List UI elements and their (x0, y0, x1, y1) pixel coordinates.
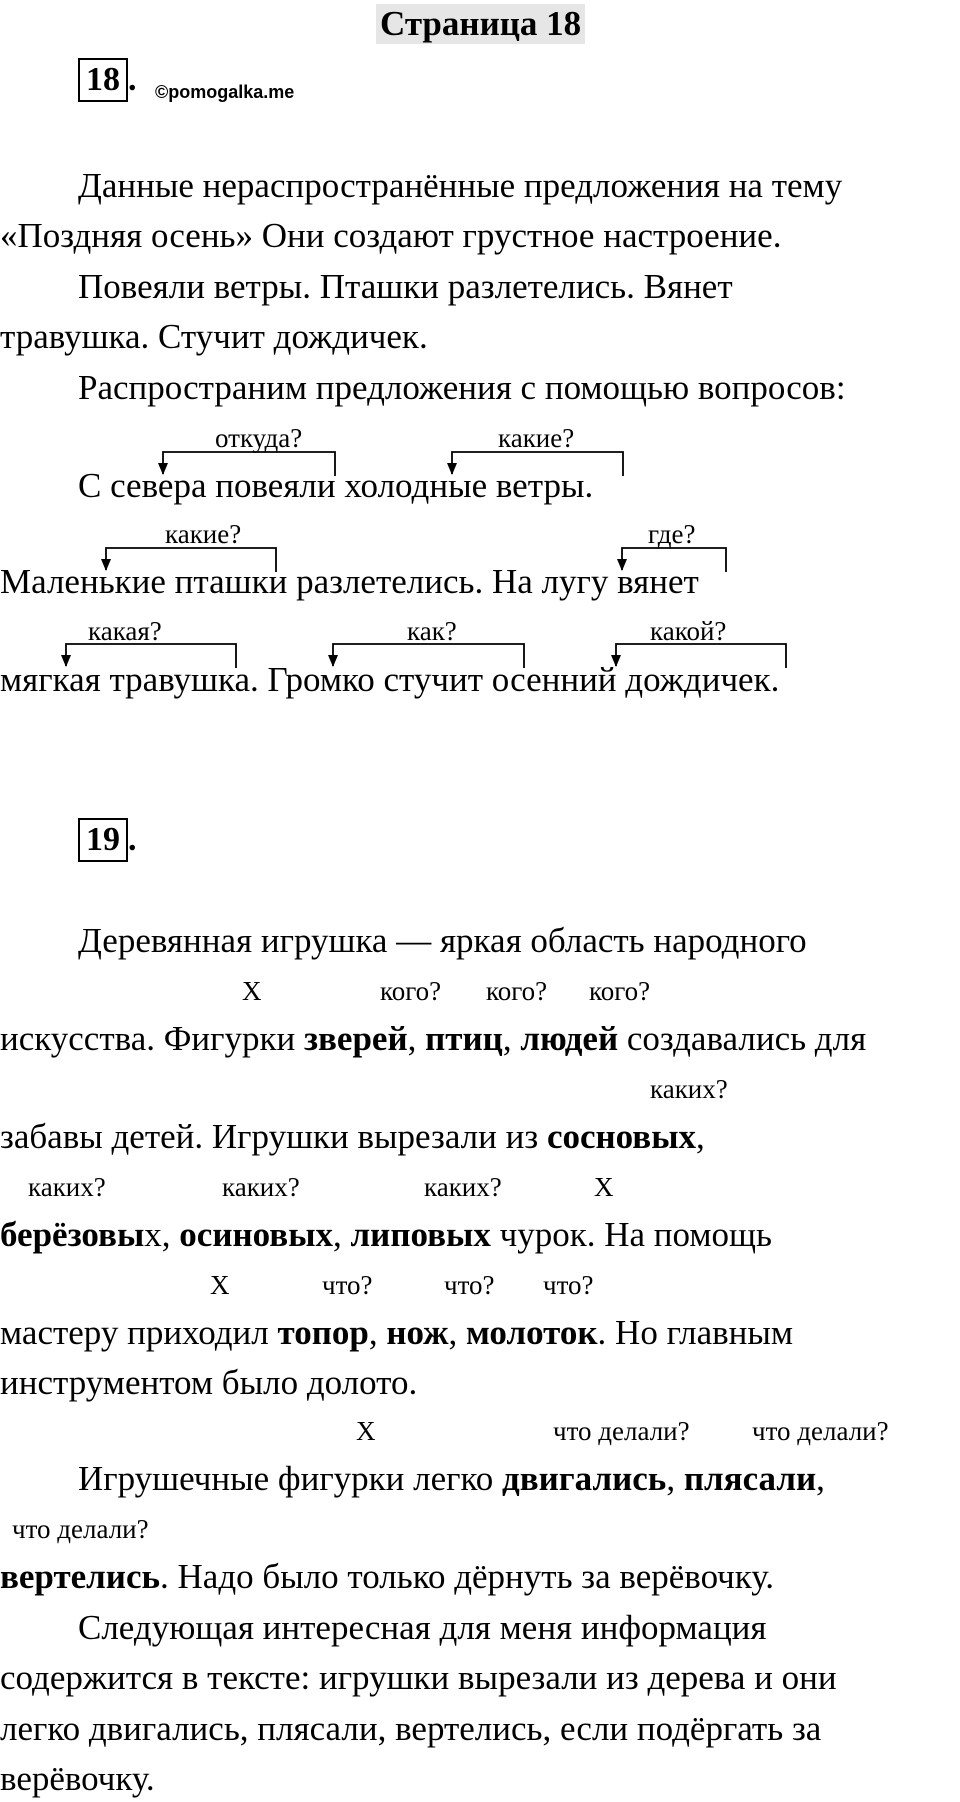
annotation-chto-delali: что делали? (12, 1514, 149, 1544)
task19-line-5: мастеру приходил топор, нож, молоток. Но главным (0, 1313, 794, 1352)
question-arrows (0, 0, 960, 720)
annotation-kogo: кого? (589, 976, 651, 1006)
annotation-chto: что? (543, 1270, 594, 1300)
annotation-chto-delali: что делали? (752, 1416, 889, 1446)
annotation-kogo: кого? (486, 976, 548, 1006)
task19-line-9: Следующая интересная для меня информация (78, 1608, 767, 1647)
annotation-x: X (210, 1270, 230, 1300)
arrow-otkuda (163, 452, 335, 476)
task19-line-4: берёзовых, осиновых, липовых чурок. На помощь (0, 1215, 772, 1254)
task19-line-1: Деревянная игрушка — яркая область народного (78, 921, 807, 960)
task19-line-2: искусства. Фигурки зверей, птиц, людей создавались для (0, 1019, 867, 1058)
task19-line-12: верёвочку. (0, 1759, 155, 1798)
task-19-header (78, 818, 137, 862)
arrow-kak (333, 644, 524, 668)
task19-line-3: забавы детей. Игрушки вырезали из сосновых, (0, 1117, 705, 1156)
task-number-18: 18 (78, 58, 128, 102)
page-title: Страница 18 (376, 4, 585, 44)
annotation-kakih: каких? (28, 1172, 106, 1202)
question-kak: как? (407, 616, 457, 646)
question-kakoy: какой? (650, 616, 727, 646)
annotation-kakih: каких? (650, 1074, 728, 1104)
annotation-x: X (594, 1172, 614, 1202)
annotation-x: X (356, 1416, 376, 1446)
question-kakie-2: какие? (165, 519, 242, 549)
annotation-kogo: кого? (380, 976, 442, 1006)
arrow-gde (622, 548, 726, 572)
task18-line-8: мягкая травушка. Громко стучит осенний дождичек. (0, 660, 780, 699)
task19-line-6: инструментом было долото. (0, 1363, 418, 1402)
task19-line-7: Игрушечные фигурки легко двигались, плясали, (78, 1459, 825, 1498)
annotation-x: X (242, 976, 262, 1006)
watermark: ©pomogalka.me (155, 82, 295, 102)
question-gde: где? (648, 519, 696, 549)
question-kakie-1: какие? (498, 423, 575, 453)
task18-line-2: «Поздняя осень» Они создают грустное настроение. (0, 216, 782, 255)
task18-line-1: Данные нераспространённые предложения на тему (78, 166, 843, 205)
annotation-chto: что? (444, 1270, 495, 1300)
task-number-dot: . (128, 61, 137, 98)
task19-line-11: легко двигались, плясали, вертелись, если подёргать за (0, 1709, 822, 1748)
task18-line-7: Маленькие пташки разлетелись. На лугу вянет (0, 562, 699, 601)
task-number-dot: . (128, 821, 137, 858)
annotation-kakih: каких? (424, 1172, 502, 1202)
task18-line-5: Распространим предложения с помощью вопросов: (78, 368, 846, 407)
task19-line-10: содержится в тексте: игрушки вырезали из дерева и они (0, 1658, 837, 1697)
arrow-kakie-2 (106, 548, 276, 572)
task-number-19: 19 (78, 818, 128, 862)
task18-line-4: травушка. Стучит дождичек. (0, 317, 428, 356)
annotation-kakih: каких? (222, 1172, 300, 1202)
arrow-kakaya (66, 644, 236, 668)
question-otkuda: откуда? (215, 423, 303, 453)
arrow-kakoy (616, 644, 786, 668)
arrow-kakie-1 (452, 452, 623, 476)
task19-line-8: вертелись. Надо было только дёрнуть за верёвочку. (0, 1557, 775, 1596)
annotation-chto: что? (322, 1270, 373, 1300)
task18-line-6: С севера повеяли холодные ветры. (78, 466, 594, 505)
task18-line-3: Повеяли ветры. Пташки разлетелись. Вянет (78, 267, 733, 306)
annotation-chto-delali: что делали? (553, 1416, 690, 1446)
question-kakaya: какая? (88, 616, 162, 646)
